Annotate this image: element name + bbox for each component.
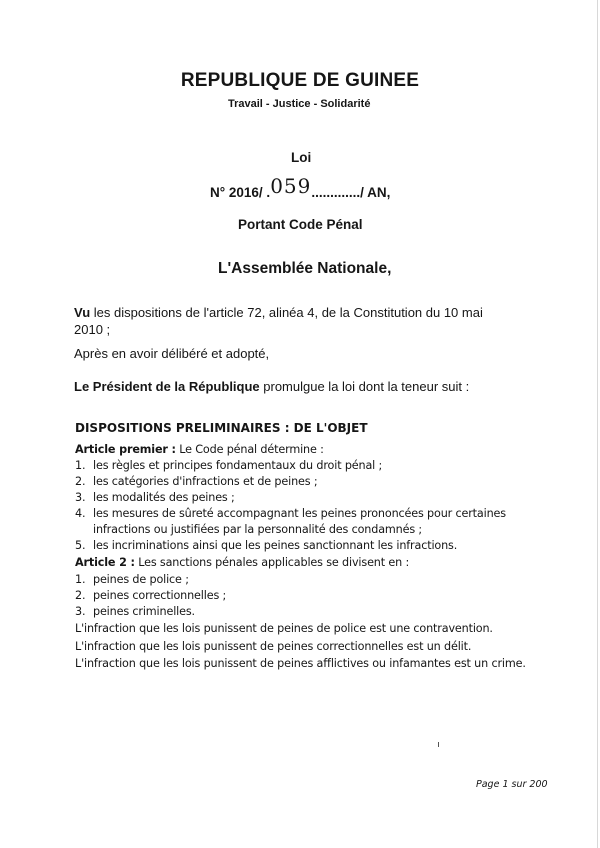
list-item-text: les mesures de sûreté accompagnant les peines prononcées pour certaines [93,507,506,520]
list-item [75,459,382,472]
assembly-heading: L'Assemblée Nationale, [218,260,392,277]
list-item-number: 1. [75,573,86,586]
article-1-text: Le Code pénal détermine : [175,443,324,456]
list-item-number: 3. [75,491,86,504]
list-item-text: les règles et principes fondamentaux du droit pénal ; [93,459,383,472]
page-prefix: Page [476,779,503,790]
scan-edge [597,0,598,848]
paragraph: L'infraction que les lois punissent de peines afflictives ou infamantes est un crime. [75,657,526,670]
vu-line-2: 2010 ; [74,322,111,337]
list-item [75,507,525,520]
president-text: promulgue la loi dont la teneur suit : [259,379,470,394]
list-item-number: 3. [75,605,86,618]
list-item [75,539,457,552]
list-item-number: 2. [75,475,86,488]
list-item-number: 2. [75,589,86,602]
law-number-suffix: ............./ AN, [311,185,391,200]
list-item-text: peines correctionnelles ; [93,589,227,602]
list-item-number: 1. [75,459,86,472]
apres-line: Après en avoir délibéré et adopté, [74,346,270,361]
list-item [75,573,189,586]
president-line [74,379,469,394]
page-total: 200 [529,779,548,790]
article-2-text: Les sanctions pénales applicables se divisent en : [134,556,410,569]
page-separator: sur [508,779,530,790]
vu-text: les dispositions de l'article 72, alinéa 4, de la Constitution du 10 mai [90,305,483,320]
law-title: Portant Code Pénal [238,217,363,232]
country-heading: REPUBLIQUE DE GUINEE [180,70,420,91]
law-number-prefix: N° 2016/ . [210,185,271,200]
list-item-number: 5. [75,539,86,552]
list-item-text: peines de police ; [93,573,189,586]
list-item-text: peines criminelles. [93,605,195,618]
president-label: Le Président de la République [74,379,260,394]
section-title: DISPOSITIONS PRELIMINAIRES : DE L'OBJET [75,421,368,435]
vu-label: Vu [74,305,91,320]
page-number [476,779,548,790]
list-item [75,605,195,618]
law-type: Loi [291,150,312,165]
list-item [75,491,235,504]
list-item-text: les modalités des peines ; [93,491,235,504]
article-2-label: Article 2 : [75,556,135,569]
list-item-number: 4. [75,507,86,520]
list-item-text: les catégories d'infractions et de peines ; [93,475,318,488]
page-current: 1 [502,779,509,790]
list-item [75,475,317,488]
law-number [210,174,391,202]
list-item-continuation: infractions ou justifiées par la personnalité des condamnés ; [93,523,423,536]
law-number-handwritten: 059 [270,174,312,198]
paragraph: L'infraction que les lois punissent de peines de police est une contravention. [75,622,493,635]
list-item-text: les incriminations ainsi que les peines sanctionnant les infractions. [93,539,458,552]
scan-speck [438,742,439,747]
article-2-heading [75,556,409,569]
vu-line-1 [74,305,483,320]
article-1-heading [75,443,324,456]
list-item [75,589,226,602]
paragraph: L'infraction que les lois punissent de peines correctionnelles est un délit. [75,640,472,653]
national-motto: Travail - Justice - Solidarité [228,98,371,110]
article-1-label: Article premier : [75,443,176,456]
